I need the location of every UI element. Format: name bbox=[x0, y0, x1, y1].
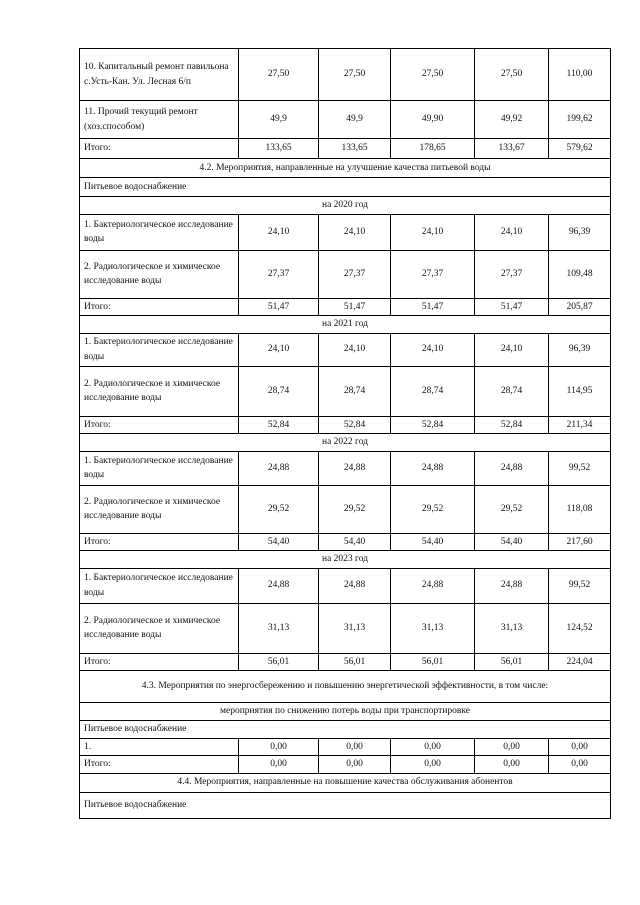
section-heading-row bbox=[80, 316, 611, 334]
table-row bbox=[80, 214, 611, 250]
value-cell: 211,34 bbox=[549, 416, 611, 434]
value-cell: 51,47 bbox=[319, 298, 391, 316]
section-heading-row bbox=[80, 671, 611, 703]
value-cell: 24,88 bbox=[391, 451, 475, 485]
value-cell: 24,88 bbox=[239, 451, 319, 485]
row-label: 1. Бактериологическое исследование воды bbox=[80, 451, 239, 485]
table-row bbox=[80, 333, 611, 366]
value-cell: 96,39 bbox=[549, 333, 611, 366]
value-cell: 24,88 bbox=[239, 568, 319, 603]
table-row bbox=[80, 485, 611, 533]
table-row bbox=[80, 101, 611, 139]
value-cell: 0,00 bbox=[319, 738, 391, 756]
value-cell: 56,01 bbox=[319, 653, 391, 671]
value-cell: 28,74 bbox=[391, 366, 475, 416]
value-cell: 28,74 bbox=[319, 366, 391, 416]
value-cell: 24,10 bbox=[239, 333, 319, 366]
value-cell: 31,13 bbox=[319, 603, 391, 653]
value-cell: 199,62 bbox=[549, 101, 611, 139]
row-label: 2. Радиологическое и химическое исследование воды bbox=[80, 485, 239, 533]
value-cell: 0,00 bbox=[549, 756, 611, 774]
row-label: Итого: bbox=[80, 416, 239, 434]
value-cell: 0,00 bbox=[391, 738, 475, 756]
value-cell: 579,62 bbox=[549, 139, 611, 159]
section-heading: мероприятия по снижению потерь воды при транспортировке bbox=[80, 703, 611, 721]
subsection-row bbox=[80, 178, 611, 197]
value-cell: 29,52 bbox=[391, 485, 475, 533]
section-heading-row bbox=[80, 159, 611, 178]
section-heading: 4.3. Мероприятия по энергосбережению и повышению энергетической эффективности, в том числе: bbox=[80, 671, 611, 703]
row-label: 2. Радиологическое и химическое исследование воды bbox=[80, 250, 239, 298]
value-cell: 52,84 bbox=[391, 416, 475, 434]
section-heading: на 2022 год bbox=[80, 434, 611, 452]
row-label: Итого: bbox=[80, 298, 239, 316]
value-cell: 31,13 bbox=[475, 603, 549, 653]
value-cell: 51,47 bbox=[239, 298, 319, 316]
row-label: 2. Радиологическое и химическое исследование воды bbox=[80, 366, 239, 416]
table-row bbox=[80, 568, 611, 603]
value-cell: 109,48 bbox=[549, 250, 611, 298]
investment-program-table bbox=[79, 48, 611, 819]
value-cell: 52,84 bbox=[475, 416, 549, 434]
value-cell: 27,50 bbox=[319, 49, 391, 101]
table-body bbox=[80, 49, 611, 819]
value-cell: 49,9 bbox=[239, 101, 319, 139]
section-heading-row bbox=[80, 197, 611, 215]
value-cell: 0,00 bbox=[239, 756, 319, 774]
value-cell: 54,40 bbox=[475, 533, 549, 551]
value-cell: 27,37 bbox=[239, 250, 319, 298]
value-cell: 178,65 bbox=[391, 139, 475, 159]
value-cell: 0,00 bbox=[475, 756, 549, 774]
value-cell: 110,00 bbox=[549, 49, 611, 101]
table-row bbox=[80, 738, 611, 756]
row-label: Итого: bbox=[80, 653, 239, 671]
value-cell: 51,47 bbox=[391, 298, 475, 316]
row-label: 2. Радиологическое и химическое исследование воды bbox=[80, 603, 239, 653]
value-cell: 114,95 bbox=[549, 366, 611, 416]
value-cell: 0,00 bbox=[549, 738, 611, 756]
section-heading-row bbox=[80, 703, 611, 721]
table-row bbox=[80, 451, 611, 485]
value-cell: 29,52 bbox=[239, 485, 319, 533]
section-heading: на 2023 год bbox=[80, 551, 611, 569]
value-cell: 24,88 bbox=[319, 451, 391, 485]
value-cell: 24,88 bbox=[319, 568, 391, 603]
row-label: 1. Бактериологическое исследование воды bbox=[80, 214, 239, 250]
value-cell: 52,84 bbox=[239, 416, 319, 434]
value-cell: 0,00 bbox=[319, 756, 391, 774]
value-cell: 24,10 bbox=[319, 333, 391, 366]
row-label: Итого: bbox=[80, 139, 239, 159]
section-heading-row bbox=[80, 551, 611, 569]
value-cell: 24,88 bbox=[475, 451, 549, 485]
value-cell: 224,04 bbox=[549, 653, 611, 671]
value-cell: 133,65 bbox=[239, 139, 319, 159]
row-label: Итого: bbox=[80, 756, 239, 774]
value-cell: 24,10 bbox=[239, 214, 319, 250]
row-label: 1. Бактериологическое исследование воды bbox=[80, 568, 239, 603]
value-cell: 133,65 bbox=[319, 139, 391, 159]
value-cell: 27,50 bbox=[475, 49, 549, 101]
section-heading-row bbox=[80, 773, 611, 792]
value-cell: 27,50 bbox=[239, 49, 319, 101]
value-cell: 24,88 bbox=[391, 568, 475, 603]
value-cell: 0,00 bbox=[391, 756, 475, 774]
value-cell: 49,9 bbox=[319, 101, 391, 139]
value-cell: 29,52 bbox=[319, 485, 391, 533]
table-row bbox=[80, 603, 611, 653]
table-row bbox=[80, 756, 611, 774]
value-cell: 0,00 bbox=[475, 738, 549, 756]
value-cell: 24,10 bbox=[319, 214, 391, 250]
value-cell: 31,13 bbox=[239, 603, 319, 653]
value-cell: 56,01 bbox=[391, 653, 475, 671]
section-heading: на 2020 год bbox=[80, 197, 611, 215]
value-cell: 52,84 bbox=[319, 416, 391, 434]
table-row bbox=[80, 653, 611, 671]
row-label: Итого: bbox=[80, 533, 239, 551]
table-row bbox=[80, 250, 611, 298]
value-cell: 28,74 bbox=[475, 366, 549, 416]
table-row bbox=[80, 533, 611, 551]
value-cell: 28,74 bbox=[239, 366, 319, 416]
section-heading: 4.4. Мероприятия, направленные на повышение качества обслуживания абонентов bbox=[80, 773, 611, 792]
value-cell: 49,92 bbox=[475, 101, 549, 139]
value-cell: 54,40 bbox=[239, 533, 319, 551]
value-cell: 96,39 bbox=[549, 214, 611, 250]
subsection-row bbox=[80, 792, 611, 818]
value-cell: 29,52 bbox=[475, 485, 549, 533]
value-cell: 24,10 bbox=[391, 333, 475, 366]
row-label: 11. Прочий текущий ремонт (хоз.способом) bbox=[80, 101, 239, 139]
subsection-label: Питьевое водоснабжение bbox=[80, 178, 611, 197]
section-heading: на 2021 год bbox=[80, 316, 611, 334]
value-cell: 99,52 bbox=[549, 568, 611, 603]
subsection-row bbox=[80, 721, 611, 739]
row-label: 10. Капитальный ремонт павильона с.Усть-Кан. Ул. Лесная 6/п bbox=[80, 49, 239, 101]
table-row bbox=[80, 49, 611, 101]
value-cell: 27,50 bbox=[391, 49, 475, 101]
table-row bbox=[80, 298, 611, 316]
table-row bbox=[80, 139, 611, 159]
value-cell: 54,40 bbox=[319, 533, 391, 551]
table-row bbox=[80, 366, 611, 416]
value-cell: 124,52 bbox=[549, 603, 611, 653]
table-row bbox=[80, 416, 611, 434]
value-cell: 217,60 bbox=[549, 533, 611, 551]
subsection-label: Питьевое водоснабжение bbox=[80, 792, 611, 818]
value-cell: 99,52 bbox=[549, 451, 611, 485]
value-cell: 133,67 bbox=[475, 139, 549, 159]
row-label: 1. bbox=[80, 738, 239, 756]
value-cell: 27,37 bbox=[319, 250, 391, 298]
value-cell: 24,10 bbox=[391, 214, 475, 250]
row-label: 1. Бактериологическое исследование воды bbox=[80, 333, 239, 366]
value-cell: 24,10 bbox=[475, 214, 549, 250]
subsection-label: Питьевое водоснабжение bbox=[80, 721, 611, 739]
value-cell: 0,00 bbox=[239, 738, 319, 756]
value-cell: 27,37 bbox=[475, 250, 549, 298]
value-cell: 56,01 bbox=[475, 653, 549, 671]
section-heading-row bbox=[80, 434, 611, 452]
value-cell: 24,10 bbox=[475, 333, 549, 366]
value-cell: 56,01 bbox=[239, 653, 319, 671]
value-cell: 118,08 bbox=[549, 485, 611, 533]
value-cell: 205,87 bbox=[549, 298, 611, 316]
value-cell: 27,37 bbox=[391, 250, 475, 298]
value-cell: 49,90 bbox=[391, 101, 475, 139]
value-cell: 51,47 bbox=[475, 298, 549, 316]
value-cell: 31,13 bbox=[391, 603, 475, 653]
value-cell: 54,40 bbox=[391, 533, 475, 551]
section-heading: 4.2. Мероприятия, направленные на улучшение качества питьевой воды bbox=[80, 159, 611, 178]
value-cell: 24,88 bbox=[475, 568, 549, 603]
